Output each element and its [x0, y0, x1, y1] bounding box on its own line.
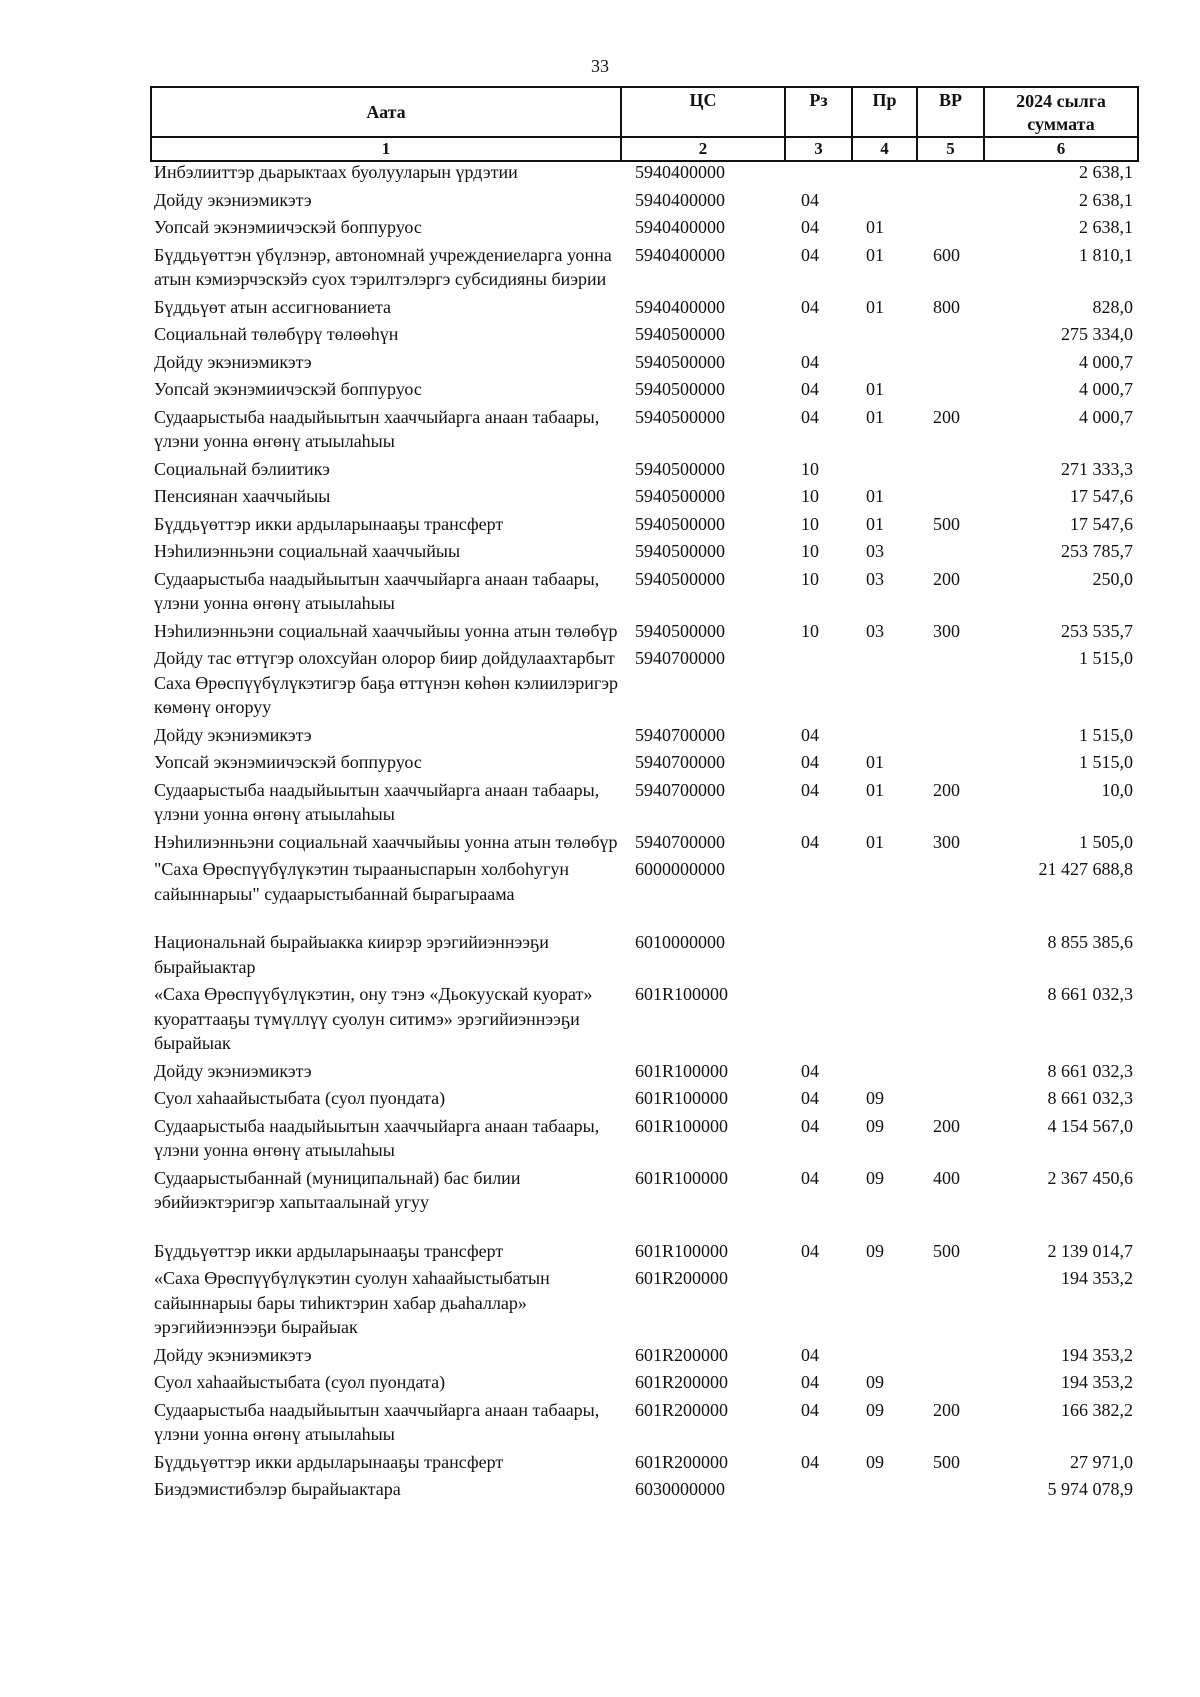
row-pr-code: 01	[866, 752, 884, 772]
row-name: Суол хаһаайыстыбата (суол пуондата)	[154, 1372, 446, 1392]
col-number: 2	[621, 137, 785, 161]
row-name: «Саха Өрөспүүбүлүкэтин суолун хаһаайыстыбатын сайыннарыы бары тиһиктэрин хабар дьаһаллар» эрэгийиэннээҕи бырайыак	[154, 1268, 550, 1337]
row-pr-code: 01	[866, 406, 884, 427]
row-rz-code: 10	[801, 513, 819, 534]
row-cs-code: 5940700000	[635, 831, 725, 852]
row-name: Уопсай экэнэмиичэскэй боппуруос	[154, 217, 422, 237]
row-cs-code: 5940400000	[635, 296, 725, 317]
row-sum: 17 547,6	[1070, 486, 1133, 506]
row-sum: 253 785,7	[1061, 541, 1133, 561]
row-cs-code: 5940700000	[635, 779, 725, 800]
row-name: Судаарыстыба наадыйыытын хааччыйарга анаан табаары, үлэни уонна өҥөнү атыылаһыы	[154, 568, 600, 613]
row-sum: 8 661 032,3	[1047, 984, 1133, 1004]
col-number: 6	[984, 137, 1138, 161]
row-cs-code: 5940500000	[635, 541, 725, 561]
row-sum: 271 333,3	[1061, 458, 1133, 479]
row-name: Судаарыстыба наадыйыытын хааччыйарга анаан табаары, үлэни уонна өҥөнү атыылаһыы	[154, 1115, 600, 1160]
row-sum: 21 427 688,8	[1038, 859, 1133, 879]
table-row	[154, 619, 1137, 644]
row-name: Дойду экэниэмикэтэ	[154, 1060, 312, 1081]
row-cs-code: 5940700000	[635, 752, 725, 772]
row-name: Уопсай экэнэмиичэскэй боппуруос	[154, 752, 422, 772]
row-sum: 2 638,1	[1079, 217, 1133, 237]
row-sum: 275 334,0	[1061, 324, 1133, 344]
row-name: Судаарыстыба наадыйыытын хааччыйарга анаан табаары, үлэни уонна өҥөнү атыылаһыы	[154, 1399, 600, 1444]
table-row	[154, 1266, 1137, 1340]
table-header	[150, 86, 1139, 162]
row-cs-code: 601R100000	[635, 984, 729, 1004]
row-name: «Саха Өрөспүүбүлүкэтин, ону тэнэ «Дьокуускай куорат» куораттааҕы түмүллүү суолун ситимэ» эрэгийиэннээҕи бырайыак	[154, 984, 593, 1053]
row-name: Национальнай бырайыакка киирэр эрэгийиэннээҕи бырайыактар	[154, 932, 549, 977]
row-name: Суол хаһаайыстыбата (суол пуондата)	[154, 1088, 446, 1108]
row-pr-code: 09	[866, 1115, 884, 1136]
row-rz-code: 04	[801, 1372, 819, 1392]
row-vr-code: 500	[933, 1240, 960, 1261]
row-cs-code: 6030000000	[635, 1479, 725, 1499]
col-number: 1	[151, 137, 621, 161]
row-cs-code: 5940500000	[635, 486, 725, 506]
row-sum: 1 810,1	[1079, 244, 1133, 265]
row-rz-code: 04	[801, 1344, 819, 1365]
row-sum: 8 661 032,3	[1047, 1088, 1133, 1108]
col-number: 5	[917, 137, 984, 161]
table-row	[154, 484, 1137, 509]
row-sum: 5 974 078,9	[1047, 1479, 1133, 1499]
row-cs-code: 601R100000	[635, 1060, 729, 1081]
row-rz-code: 04	[801, 351, 819, 372]
row-name: Уопсай экэнэмиичэскэй боппуруос	[154, 379, 422, 399]
row-rz-code: 10	[801, 568, 819, 589]
table-row	[154, 512, 1137, 537]
table-row	[154, 1477, 1137, 1502]
row-vr-code: 500	[933, 1451, 960, 1472]
row-cs-code: 601R100000	[635, 1088, 729, 1108]
row-name: Пенсиянан хааччыйыы	[154, 486, 331, 506]
row-name: Судаарыстыбаннай (муниципальнай) бас билии эбийиэктэригэр хапытаалынай угуу	[154, 1167, 521, 1212]
row-vr-code: 200	[933, 779, 960, 800]
table-row	[154, 1398, 1137, 1447]
row-rz-code: 10	[801, 458, 819, 479]
table-row	[154, 567, 1137, 616]
row-pr-code: 09	[866, 1399, 884, 1420]
row-sum: 17 547,6	[1070, 513, 1133, 534]
row-sum: 828,0	[1092, 296, 1133, 317]
row-rz-code: 04	[801, 1115, 819, 1136]
row-rz-code: 04	[801, 217, 819, 237]
row-pr-code: 09	[866, 1451, 884, 1472]
row-sum: 1 515,0	[1079, 752, 1133, 772]
row-rz-code: 10	[801, 620, 819, 641]
table-row	[154, 295, 1137, 320]
row-sum: 253 535,7	[1061, 620, 1133, 641]
table-body	[154, 160, 1137, 1502]
row-cs-code: 6000000000	[635, 859, 725, 879]
row-sum: 27 971,0	[1070, 1451, 1133, 1472]
row-rz-code: 04	[801, 1060, 819, 1081]
row-pr-code: 09	[866, 1372, 884, 1392]
table-row	[154, 215, 1137, 240]
row-pr-code: 09	[866, 1167, 884, 1188]
row-cs-code: 5940500000	[635, 379, 725, 399]
col-number: 4	[852, 137, 917, 161]
row-vr-code: 800	[933, 296, 960, 317]
table-row	[154, 539, 1137, 564]
row-sum: 4 154 567,0	[1047, 1115, 1133, 1136]
table-row	[154, 188, 1137, 213]
row-cs-code: 601R100000	[635, 1240, 729, 1261]
row-cs-code: 5940500000	[635, 513, 725, 534]
row-pr-code: 01	[866, 379, 884, 399]
row-pr-code: 09	[866, 1088, 884, 1108]
row-cs-code: 5940500000	[635, 620, 725, 641]
row-sum: 1 515,0	[1079, 724, 1133, 745]
col-header-cs: ЦС	[621, 87, 785, 137]
row-cs-code: 5940500000	[635, 324, 725, 344]
row-cs-code: 5940700000	[635, 724, 725, 745]
row-name: Социальнай төлөбүрү төлөөһүн	[154, 324, 399, 344]
row-cs-code: 5940700000	[635, 648, 725, 668]
row-vr-code: 600	[933, 244, 960, 265]
row-sum: 250,0	[1092, 568, 1133, 589]
col-header-rz: Рз	[785, 87, 852, 137]
row-cs-code: 5940400000	[635, 244, 725, 265]
table-row	[154, 377, 1137, 402]
row-rz-code: 10	[801, 541, 819, 561]
table-row	[154, 982, 1137, 1056]
table-row	[154, 778, 1137, 827]
row-pr-code: 09	[866, 1240, 884, 1261]
row-name: Биэдэмистибэлэр бырайыактара	[154, 1479, 401, 1499]
table-row	[154, 1086, 1137, 1111]
row-cs-code: 5940500000	[635, 351, 725, 372]
table-row	[154, 830, 1137, 855]
row-name: Социальнай бэлиитикэ	[154, 458, 330, 479]
row-name: Нэһилиэнньэни социальнай хааччыйыы	[154, 541, 461, 561]
row-name: Инбэлииттэр дьарыктаах буолууларын үрдэтии	[154, 162, 518, 182]
row-sum: 10,0	[1101, 779, 1133, 800]
row-name: Дойду тас өттүгэр олохсуйан олорор биир дойдулаахтарбыт Саха Өрөспүүбүлүкэтигэр баҕа өттүнэн көһөн кэлиилэригэр көмөнү оҥоруу	[154, 648, 618, 717]
col-header-sum: 2024 сылга суммата	[984, 87, 1138, 137]
row-rz-code: 04	[801, 1399, 819, 1420]
row-rz-code: 04	[801, 1088, 819, 1108]
table-row	[154, 405, 1137, 454]
row-name: Дойду экэниэмикэтэ	[154, 1344, 312, 1365]
row-vr-code: 200	[933, 1115, 960, 1136]
col-number: 3	[785, 137, 852, 161]
table-row	[154, 857, 1137, 906]
table-row	[154, 1059, 1137, 1084]
row-sum: 4 000,7	[1079, 379, 1133, 399]
row-pr-code: 01	[866, 217, 884, 237]
row-sum: 2 638,1	[1079, 162, 1133, 182]
row-rz-code: 04	[801, 406, 819, 427]
row-name: Судаарыстыба наадыйыытын хааччыйарга анаан табаары, үлэни уонна өҥөнү атыылаһыы	[154, 406, 600, 451]
row-rz-code: 04	[801, 752, 819, 772]
table-row	[154, 1166, 1137, 1215]
row-rz-code: 04	[801, 1167, 819, 1188]
row-name: Бүддьүөттэр икки ардыларынааҕы трансферт	[154, 1240, 504, 1261]
row-name: Нэһилиэнньэни социальнай хааччыйыы уонна атын төлөбүр	[154, 831, 618, 852]
row-pr-code: 01	[866, 296, 884, 317]
row-sum: 4 000,7	[1079, 406, 1133, 427]
row-pr-code: 01	[866, 244, 884, 265]
row-sum: 8 855 385,6	[1047, 932, 1133, 952]
row-name: Бүддьүөттэн үбүлэнэр, автономнай учреждениеларга уонна атын кэмиэрчэскэйэ суох тэрилтэлэргэ субсидияны биэрии	[154, 244, 612, 289]
table-row	[154, 457, 1137, 482]
row-rz-code: 04	[801, 244, 819, 265]
col-header-vr: ВР	[917, 87, 984, 137]
row-cs-code: 6010000000	[635, 932, 725, 952]
row-rz-code: 04	[801, 1240, 819, 1261]
table-row	[154, 160, 1137, 185]
row-vr-code: 300	[933, 620, 960, 641]
row-pr-code: 01	[866, 779, 884, 800]
row-pr-code: 01	[866, 513, 884, 534]
table-row	[154, 1114, 1137, 1163]
table-row	[154, 646, 1137, 720]
row-name: Бүддьүөттэр икки ардыларынааҕы трансферт	[154, 513, 504, 534]
table-row	[154, 1450, 1137, 1475]
row-vr-code: 200	[933, 406, 960, 427]
table-row	[154, 322, 1137, 347]
row-rz-code: 04	[801, 831, 819, 852]
row-cs-code: 601R200000	[635, 1344, 729, 1365]
table-row	[154, 1239, 1137, 1264]
table-row	[154, 1370, 1137, 1395]
row-sum: 2 638,1	[1079, 189, 1133, 210]
row-rz-code: 04	[801, 189, 819, 210]
row-vr-code: 400	[933, 1167, 960, 1188]
row-sum: 2 139 014,7	[1047, 1240, 1133, 1261]
table-row	[154, 1343, 1137, 1368]
table-row	[154, 723, 1137, 748]
row-vr-code: 200	[933, 1399, 960, 1420]
row-sum: 1 515,0	[1079, 648, 1133, 668]
row-sum: 8 661 032,3	[1047, 1060, 1133, 1081]
row-cs-code: 5940500000	[635, 568, 725, 589]
row-rz-code: 04	[801, 379, 819, 399]
table-row	[154, 750, 1137, 775]
table-row	[154, 930, 1137, 979]
row-cs-code: 601R200000	[635, 1451, 729, 1472]
row-sum: 194 353,2	[1061, 1344, 1133, 1365]
row-vr-code: 200	[933, 568, 960, 589]
table-row	[154, 350, 1137, 375]
page-number: 33	[591, 56, 609, 76]
row-vr-code: 500	[933, 513, 960, 534]
row-name: Судаарыстыба наадыйыытын хааччыйарга анаан табаары, үлэни уонна өҥөнү атыылаһыы	[154, 779, 600, 824]
row-sum: 2 367 450,6	[1047, 1167, 1133, 1188]
row-cs-code: 601R200000	[635, 1399, 729, 1420]
row-name: Нэһилиэнньэни социальнай хааччыйыы уонна атын төлөбүр	[154, 620, 618, 641]
row-rz-code: 04	[801, 724, 819, 745]
col-header-name: Аата	[151, 87, 621, 137]
table-row	[154, 243, 1137, 292]
row-rz-code: 10	[801, 486, 819, 506]
row-pr-code: 01	[866, 831, 884, 852]
row-rz-code: 04	[801, 1451, 819, 1472]
row-cs-code: 601R200000	[635, 1372, 729, 1392]
col-header-pr: Пр	[852, 87, 917, 137]
row-sum: 1 505,0	[1079, 831, 1133, 852]
row-sum: 194 353,2	[1061, 1268, 1133, 1288]
row-sum: 166 382,2	[1061, 1399, 1133, 1420]
row-cs-code: 601R100000	[635, 1167, 729, 1188]
row-cs-code: 5940400000	[635, 217, 725, 237]
row-rz-code: 04	[801, 296, 819, 317]
row-cs-code: 5940400000	[635, 189, 725, 210]
row-pr-code: 03	[866, 620, 884, 641]
row-cs-code: 5940400000	[635, 162, 725, 182]
row-pr-code: 03	[866, 568, 884, 589]
row-cs-code: 5940500000	[635, 406, 725, 427]
row-cs-code: 601R200000	[635, 1268, 729, 1288]
row-name: Дойду экэниэмикэтэ	[154, 351, 312, 372]
row-name: Бүддьүөттэр икки ардыларынааҕы трансферт	[154, 1451, 504, 1472]
row-vr-code: 300	[933, 831, 960, 852]
row-name: Дойду экэниэмикэтэ	[154, 189, 312, 210]
row-sum: 194 353,2	[1061, 1372, 1133, 1392]
row-name: Бүддьүөт атын ассигнованиета	[154, 296, 392, 317]
row-pr-code: 01	[866, 486, 884, 506]
row-sum: 4 000,7	[1079, 351, 1133, 372]
row-cs-code: 5940500000	[635, 458, 725, 479]
row-name: Дойду экэниэмикэтэ	[154, 724, 312, 745]
row-cs-code: 601R100000	[635, 1115, 729, 1136]
row-pr-code: 03	[866, 541, 884, 561]
row-name: "Саха Өрөспүүбүлүкэтин тырааныспарын холбоһугун сайыннарыы" судаарыстыбаннай бырагыраама	[154, 859, 569, 904]
row-rz-code: 04	[801, 779, 819, 800]
